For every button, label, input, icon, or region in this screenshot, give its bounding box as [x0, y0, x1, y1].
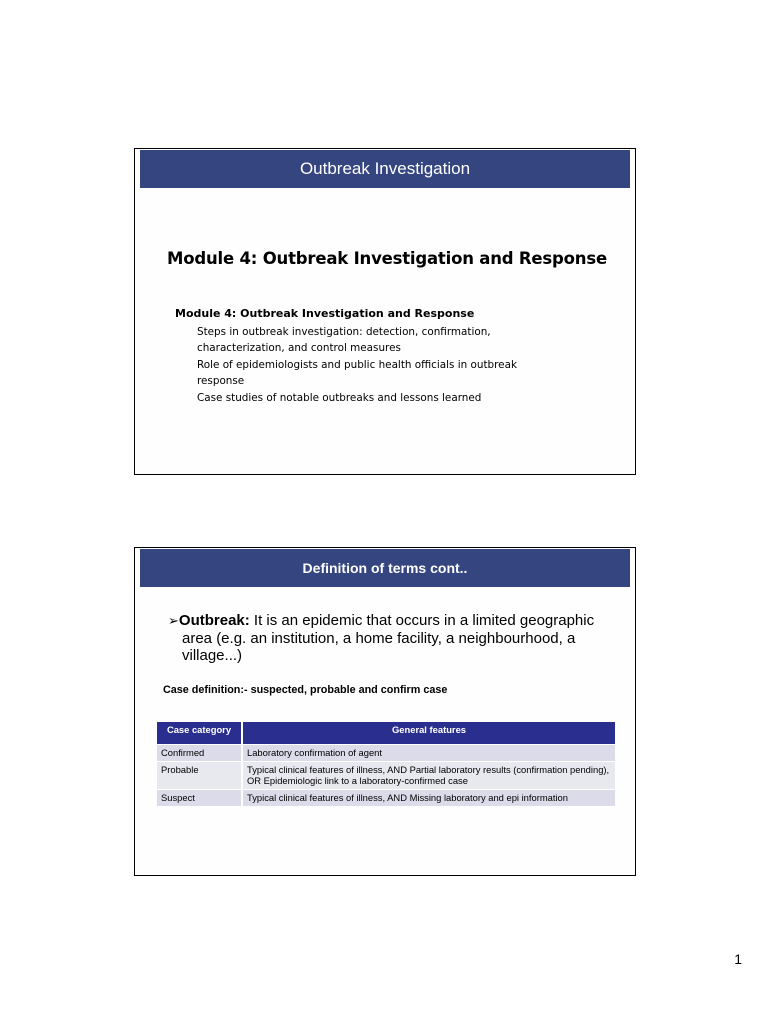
- page-number: 1: [734, 951, 742, 967]
- slide-outbreak-investigation: [134, 148, 636, 475]
- case-definition-heading: Case definition:- suspected, probable and confirm case: [163, 684, 448, 696]
- outline-heading: Module 4: Outbreak Investigation and Response: [175, 307, 475, 320]
- slide-header: [140, 549, 630, 587]
- table-cell-features: Typical clinical features of illness, AND Missing laboratory and epi information: [243, 790, 615, 806]
- table-header-cell: General features: [243, 722, 615, 744]
- slide-definition-of-terms: [134, 547, 636, 876]
- table-cell-category: Suspect: [157, 790, 241, 806]
- table-header-row: [157, 722, 615, 744]
- table-row: [157, 790, 615, 806]
- arrow-bullet-icon: ➢: [168, 614, 179, 629]
- outbreak-definition-bullet: [167, 612, 602, 664]
- slide-title: Outbreak Investigation: [299, 159, 471, 178]
- bullet-term: Outbreak:: [178, 612, 250, 629]
- bullet-text: It is an epidemic that occurs in a limited geographic area (e.g. an institution, a home facility, a neighbourhood, a village...): [182, 612, 595, 664]
- slide-title: Definition of terms cont..: [302, 560, 468, 576]
- table-cell-features: Laboratory confirmation of agent: [243, 745, 615, 761]
- table-row: [157, 745, 615, 761]
- table-cell-category: Confirmed: [157, 745, 241, 761]
- case-category-table: [155, 721, 617, 807]
- outline-list: [197, 324, 537, 407]
- outline-item: Role of epidemiologists and public health officials in outbreak response: [197, 359, 517, 387]
- table-cell-category: Probable: [157, 762, 241, 789]
- table-row: [157, 762, 615, 789]
- table-header-cell: Case category: [157, 722, 241, 744]
- table-cell-features: Typical clinical features of illness, AND Partial laboratory results (confirmation pending), OR Epidemiologic link to a laboratory-confirmed case: [243, 762, 615, 789]
- outline-item: Steps in outbreak investigation: detection, confirmation, characterization, and control measures: [197, 326, 491, 354]
- module-title: Module 4: Outbreak Investigation and Response: [167, 249, 607, 268]
- slide-header: [140, 150, 630, 188]
- outline-item: Case studies of notable outbreaks and lessons learned: [197, 392, 482, 404]
